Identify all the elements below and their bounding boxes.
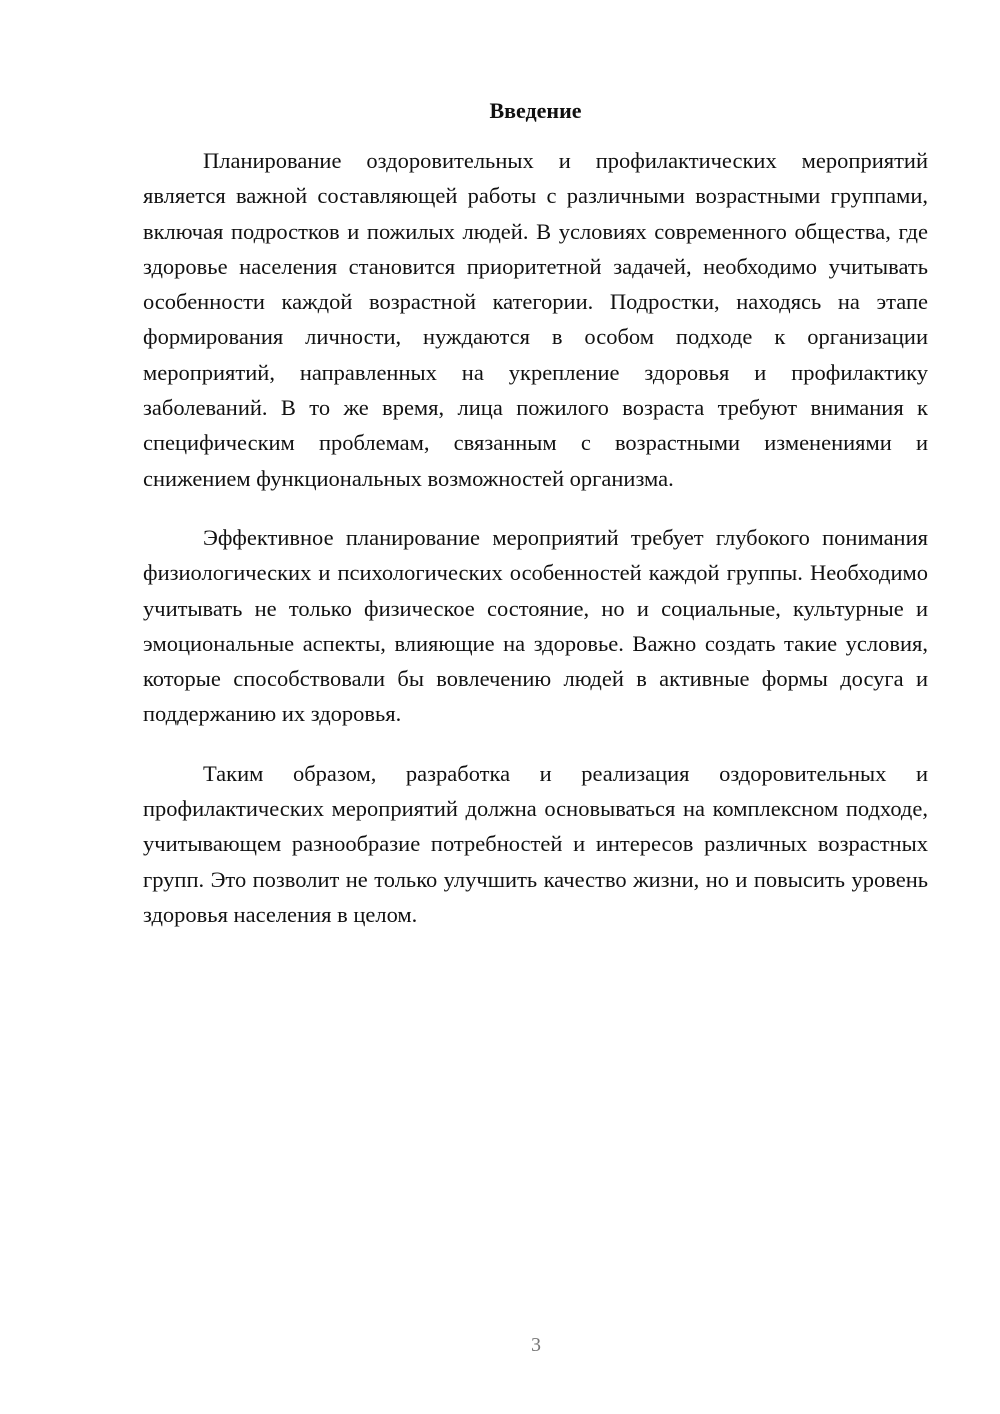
page-content xyxy=(143,93,928,956)
page-number: 3 xyxy=(531,1334,541,1356)
paragraph-3: Таким образом, разработка и реализация оздоровительных и профилактических мероприятий должна основываться на комплексном подходе, учитывающем разнообразие потребностей и интересов различных возрастных групп. Это позволит не только улучшить качество жизни, но и повысить уровень здоровья населения в целом. xyxy=(143,760,928,927)
paragraph-1: Планирование оздоровительных и профилактических мероприятий является важной составляющей работы с различными возрастными группами, включая подростков и пожилых людей. В условиях современного общества, где здоровье населения становится приоритетной задачей, необходимо учитывать особенности каждой возрастной категории. Подростки, находясь на этапе формирования личности, нуждаются в особом подходе к организации мероприятий, направленных на укрепление здоровья и профилактику заболеваний. В то же время, лица пожилого возраста требуют внимания к специфическим проблемам, связанным с возрастными изменениями и снижением функциональных возможностей организма. xyxy=(143,148,928,491)
section-title: Введение xyxy=(489,98,582,123)
paragraph-2: Эффективное планирование мероприятий требует глубокого понимания физиологических и психологических особенностей каждой группы. Необходимо учитывать не только физическое состояние, но и социальные, культурные и эмоциональные аспекты, влияющие на здоровье. Важно создать такие условия, которые способствовали бы вовлечению людей в активные формы досуга и поддержанию их здоровья. xyxy=(143,524,928,727)
